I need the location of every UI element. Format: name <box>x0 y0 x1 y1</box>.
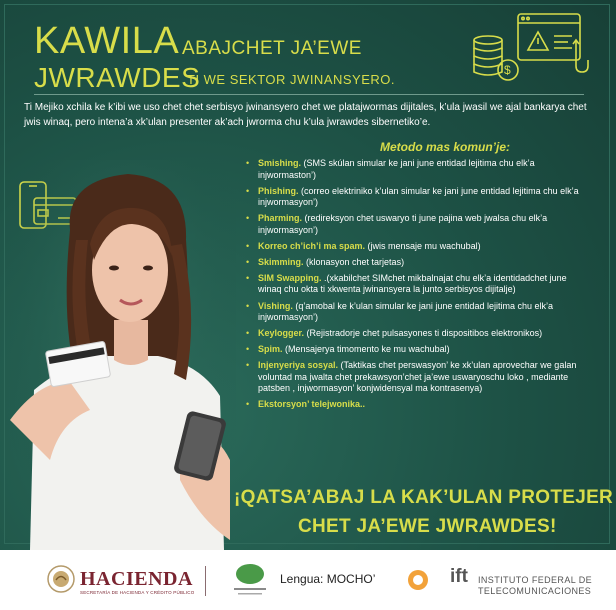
method-item <box>246 241 590 253</box>
title-underline <box>34 94 584 95</box>
method-term: Injenyeriya sosyal. <box>258 360 339 371</box>
method-item <box>246 328 590 340</box>
ift-logo-icon <box>404 564 446 596</box>
method-description: (correo elektriniko k’ulan simular ke jani june entidad lejitima chu elk’a injwormasyon’) <box>258 185 579 208</box>
methods-list <box>246 158 590 416</box>
title-sector: TI WE SEKTOR JWINANSYERO. <box>187 72 396 87</box>
method-term: Spim. <box>258 344 283 355</box>
method-item <box>246 158 590 181</box>
method-description: (jwis mensaje mu wachubal) <box>365 240 481 251</box>
ift-subtitle-2: TELECOMUNICACIONES <box>478 586 592 596</box>
method-description: (SMS skúlan simular ke jani june entidad lejitima chu elk’a injwormaston’) <box>258 158 535 180</box>
method-term: SIM Swapping. <box>258 272 322 283</box>
method-description: (klonasyon chet tarjetas) <box>303 256 405 267</box>
method-description: .(xkabilchet SIMchet mikbalnajat chu elk’a identidadchet june winaq chu okta ti xkwenta jwinansyera la junto serbisyos dijitalje) <box>258 272 567 295</box>
title-kawila: KAWILA <box>34 20 180 62</box>
method-item <box>246 360 590 395</box>
method-item <box>246 273 590 296</box>
method-term: Smishing. <box>258 158 302 168</box>
method-description: (Rejistradorje chet pulsasyones ti dispositibos elektronikos) <box>304 328 543 339</box>
money-fraud-icon <box>468 10 598 88</box>
method-term: Keylogger. <box>258 328 305 339</box>
methods-title: Metodo mas komun’je: <box>380 140 511 154</box>
svg-text:$: $ <box>504 63 511 77</box>
condusef-logo-icon <box>228 562 272 598</box>
method-item <box>246 257 590 269</box>
method-description: (Taktikas chet perswasyon’ ke xk’ulan aprovechar we galan voluntad ma jwalta chet prekawsyon’chet ja’ewe uswaryoschu loko , mediante patsben , injwormasyon’ konjwidensyal ma kontrasenya) <box>258 360 577 394</box>
method-term: Korreo ch’ich’i ma spam. <box>258 240 366 251</box>
ift-logo-text: ift <box>450 566 468 587</box>
hacienda-logo-text: HACIENDA <box>80 568 193 590</box>
method-item <box>246 213 590 236</box>
woman-with-card-and-phone-image <box>10 160 236 550</box>
title-jwrawdes: JWRAWDES <box>34 62 201 93</box>
intro-paragraph: Ti Mejiko xchila ke k’ibi we uso chet chet serbisyo jwinansyero chet we platajwormas dijitales, k’ula jwasil we ajal bankarya chet jwis winaq, pero intena’a xk’ulan presenter ak’ach jwrorma chu k’ula jwrawdes sibernetiko’e. <box>24 102 587 128</box>
method-description: (redireksyon chet uswaryo ti june pajina web jwalsa chu elk’a injwormasyon’) <box>258 213 548 235</box>
method-description: (Mensajerya timomento ke mu wachubal) <box>282 344 450 355</box>
cta-line-2: CHET JA’EWE JWRAWDES! <box>298 516 557 537</box>
title-abajchet: ABAJCHET JA’EWE <box>182 38 362 59</box>
cta-line-1: ¡QATSA’ABAJ LA KAK’ULAN PROTEJER <box>234 487 614 508</box>
ift-subtitle-1: INSTITUTO FEDERAL DE <box>478 575 593 585</box>
language-label: Lengua: MOCHO’ <box>280 572 376 586</box>
method-description: (q’amobal ke k’ulan simular ke jani june entidad lejitima chu elk’a injwormasyon’) <box>258 300 553 323</box>
method-term: Pharming. <box>258 213 303 224</box>
method-term: Vishing. <box>258 300 293 311</box>
method-term: Skimming. <box>258 256 304 267</box>
method-term: Phishing. <box>258 185 299 196</box>
method-item <box>246 399 590 411</box>
hacienda-subtitle: SECRETARÍA DE HACIENDA Y CRÉDITO PÚBLICO <box>80 590 195 595</box>
hacienda-seal-icon <box>46 564 76 594</box>
method-term: Ekstorsyon’ telejwonika.. <box>258 399 366 410</box>
footer-divider <box>205 566 206 596</box>
method-item <box>246 344 590 356</box>
method-item <box>246 186 590 209</box>
method-item <box>246 301 590 324</box>
